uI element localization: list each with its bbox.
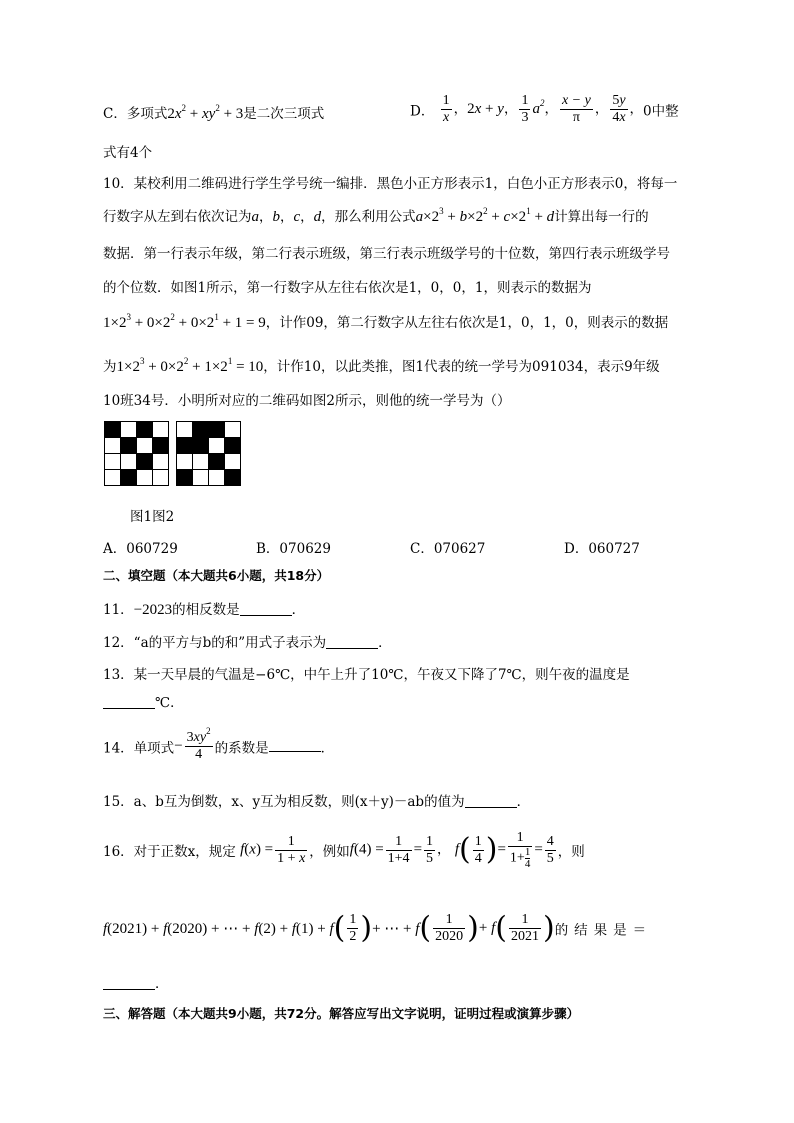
q16-part-a: 16．对于正数x，规定 [103, 844, 236, 860]
white-square [193, 470, 209, 486]
white-square [209, 470, 225, 486]
black-square [193, 422, 209, 438]
white-square [193, 454, 209, 470]
black-square [137, 422, 153, 438]
q11-prefix: 11． [103, 602, 134, 618]
q9-d-prefix: D． [410, 103, 435, 120]
q10-line-1: 10．某校利用二维码进行学生学号统一编排．黑色小正方形表示1，白色小正方形表示0，将每一 [103, 176, 678, 192]
black-square [121, 438, 137, 454]
black-square [105, 422, 121, 438]
q16-line-2: f(2021) + f(2020) + ⋯ + f(2) + f(1) + f( $\frac{1}{2}$ )+ ⋯ + f( $\frac{1}{2020}$ )+ f( $\frac{1}{2021}$ )的结果是＝ [103, 910, 653, 946]
answer-blank[interactable] [269, 751, 321, 752]
black-square [177, 470, 193, 486]
q10-line-6 [103, 355, 660, 376]
q10-calc-2: $1\times 2^3 + 0\times 2^2 + 1\times 2^1 = 10$ [116, 356, 264, 375]
white-square [177, 454, 193, 470]
answer-blank[interactable] [326, 648, 378, 649]
q14-end: ． [320, 740, 335, 757]
white-square [153, 470, 169, 486]
answer-blank[interactable] [240, 615, 292, 616]
q10-line-3: 数据．第一行表示年级，第二行表示班级，第三行表示班级学号的十位数，第四行表示班级学号 [103, 246, 670, 262]
q12 [103, 631, 392, 651]
white-square [153, 422, 169, 438]
q16-line-1: 16．对于正数x，规定 f(x) = $\frac{1}{1 + x}$ ，例如f(4) = $\frac{1}{1+4}$ = $\frac{1}{5}$ ， f( $\frac{1}{4}$ )= 1 1+ $\frac{1}{4}$ = $\frac{4}{5}$ ，则 [103, 830, 585, 870]
q10-line-5 [103, 311, 668, 332]
fraction-1-over-x: $\frac{1}{x}$ [442, 93, 450, 125]
fraction-one-third: $\frac{1}{3}$ [521, 93, 529, 125]
q15-end: ． [516, 794, 531, 810]
black-square [177, 438, 193, 454]
section-2-title: 二、填空题（本大题共6小题，共18分） [103, 568, 330, 583]
q10-option-d: D．060727 [564, 541, 640, 557]
white-square [105, 438, 121, 454]
q12-text: 12．“a的平方与b的和”用式子表示为 [103, 635, 327, 651]
q16-part-c: ，则 [557, 844, 585, 860]
q14-prefix: 14．单项式 [103, 740, 175, 757]
q10-l5a: ，计作09，第二行数字从左往右依次是1，0，1，0，则表示的数据 [265, 315, 669, 331]
answer-blank[interactable] [465, 807, 517, 808]
fraction-5y-over-4x: $\frac{5y}{4x}$ [612, 93, 626, 125]
qr-figure-1 [104, 421, 169, 486]
white-square [121, 454, 137, 470]
q10-line-4: 的个位数．如图1所示，第一行数字从左往右依次是1，0，0，1，则表示的数据为 [103, 280, 592, 296]
q9-option-c [103, 102, 324, 123]
q10-option-a: A．060729 [103, 541, 178, 557]
black-square [137, 454, 153, 470]
q10-option-b: B．070629 [256, 541, 331, 557]
black-square [209, 454, 225, 470]
black-square [153, 438, 169, 454]
q11-end: ． [291, 602, 306, 618]
fraction-x-minus-y-over-pi: $\frac{x - y}{\pi}$ [561, 93, 591, 125]
q9-d-tail: 0中整 [643, 103, 679, 120]
q10-formula: $a\times 2^3 + b\times 2^2 + c\times 2^1 + d$ [415, 206, 555, 225]
q10-l6b: ，计作10，以此类推，图1代表的统一学号为091034，表示9年级 [263, 359, 660, 375]
q11-suffix: 的相反数是 [172, 602, 240, 618]
q15-text: 15．a、b互为倒数，x、y互为相反数，则(x＋y)－ab的值为 [103, 794, 465, 810]
q15 [103, 790, 530, 810]
white-square [153, 454, 169, 470]
figure-caption: 图1图2 [130, 509, 175, 525]
q11 [103, 598, 305, 619]
white-square [209, 438, 225, 454]
q16-line-3 [103, 972, 169, 992]
white-square [177, 422, 193, 438]
q9-d-continuation: 式有4个 [103, 145, 153, 161]
black-square [225, 470, 241, 486]
answer-blank[interactable] [103, 708, 155, 709]
q13-line-1: 13．某一天早晨的气温是−6℃，中午上升了10℃，午夜又下降了7℃，则午夜的温度是 [103, 667, 630, 683]
answer-blank[interactable] [103, 989, 155, 990]
q10-l6a: 为 [103, 359, 117, 375]
q13-line-2 [103, 691, 184, 711]
q10-option-c: C．070627 [410, 541, 486, 557]
q13-unit: ℃． [155, 695, 184, 711]
q9-c-prefix: C．多项式 [103, 106, 168, 122]
q16-part-d: 的结果是＝ [554, 922, 653, 939]
q10-l2b: ，那么利用公式 [321, 209, 416, 225]
black-square [121, 470, 137, 486]
q10-line-2: 行数字从左到右依次记为a，b，c，d，那么利用公式$a\times 2^3 + b\times 2^2 + c\times 2^1 + d$计算出每一行的 [103, 206, 649, 225]
q11-number: −2023 [133, 602, 173, 618]
q10-l2a: 行数字从左到右依次记为 [103, 209, 252, 225]
section-3-title: 三、解答题（本大题共9小题，共72分。解答应写出文字说明，证明过程或演算步骤） [103, 1006, 580, 1021]
white-square [137, 438, 153, 454]
white-square [121, 422, 137, 438]
q16-end: ． [155, 976, 169, 992]
q9-option-d: D． $\frac{1}{x}$ ，2x + y， $\frac{1}{3}$ $a^2$， $\frac{x - y}{\pi}$ ， $\frac{5y}{4x}$ ，0中整 [410, 93, 679, 125]
black-square [209, 422, 225, 438]
q10-vars: a [251, 209, 259, 225]
white-square [225, 454, 241, 470]
white-square [105, 454, 121, 470]
q12-end: ． [378, 635, 392, 651]
q10-l2c: 计算出每一行的 [554, 209, 649, 225]
white-square [225, 422, 241, 438]
fraction-3xy2-over-4: $\frac{3xy^2}{4}$ [186, 726, 211, 762]
q14-suffix: 的系数是 [214, 740, 269, 757]
q10-line-7: 10班34号．小明所对应的二维码如图2所示，则他的统一学号为（） [103, 393, 511, 409]
q9-c-formula: $2x^2 + xy^2 + 3$ [167, 103, 244, 122]
qr-figure-2 [176, 421, 241, 486]
white-square [137, 470, 153, 486]
white-square [105, 470, 121, 486]
q16-part-b: ，例如 [309, 844, 350, 860]
q10-calc-1: $1\times 2^3 + 0\times 2^2 + 0\times 2^1 + 1 = 9$ [103, 312, 266, 331]
q9-c-suffix: 是二次三项式 [243, 106, 325, 122]
black-square [225, 438, 241, 454]
q14: 14．单项式− $\frac{3xy^2}{4}$ 的系数是 ． [103, 726, 335, 762]
fraction-1-over-1-plus-x: $\frac{1}{1 + x}$ [277, 833, 306, 866]
black-square [193, 438, 209, 454]
